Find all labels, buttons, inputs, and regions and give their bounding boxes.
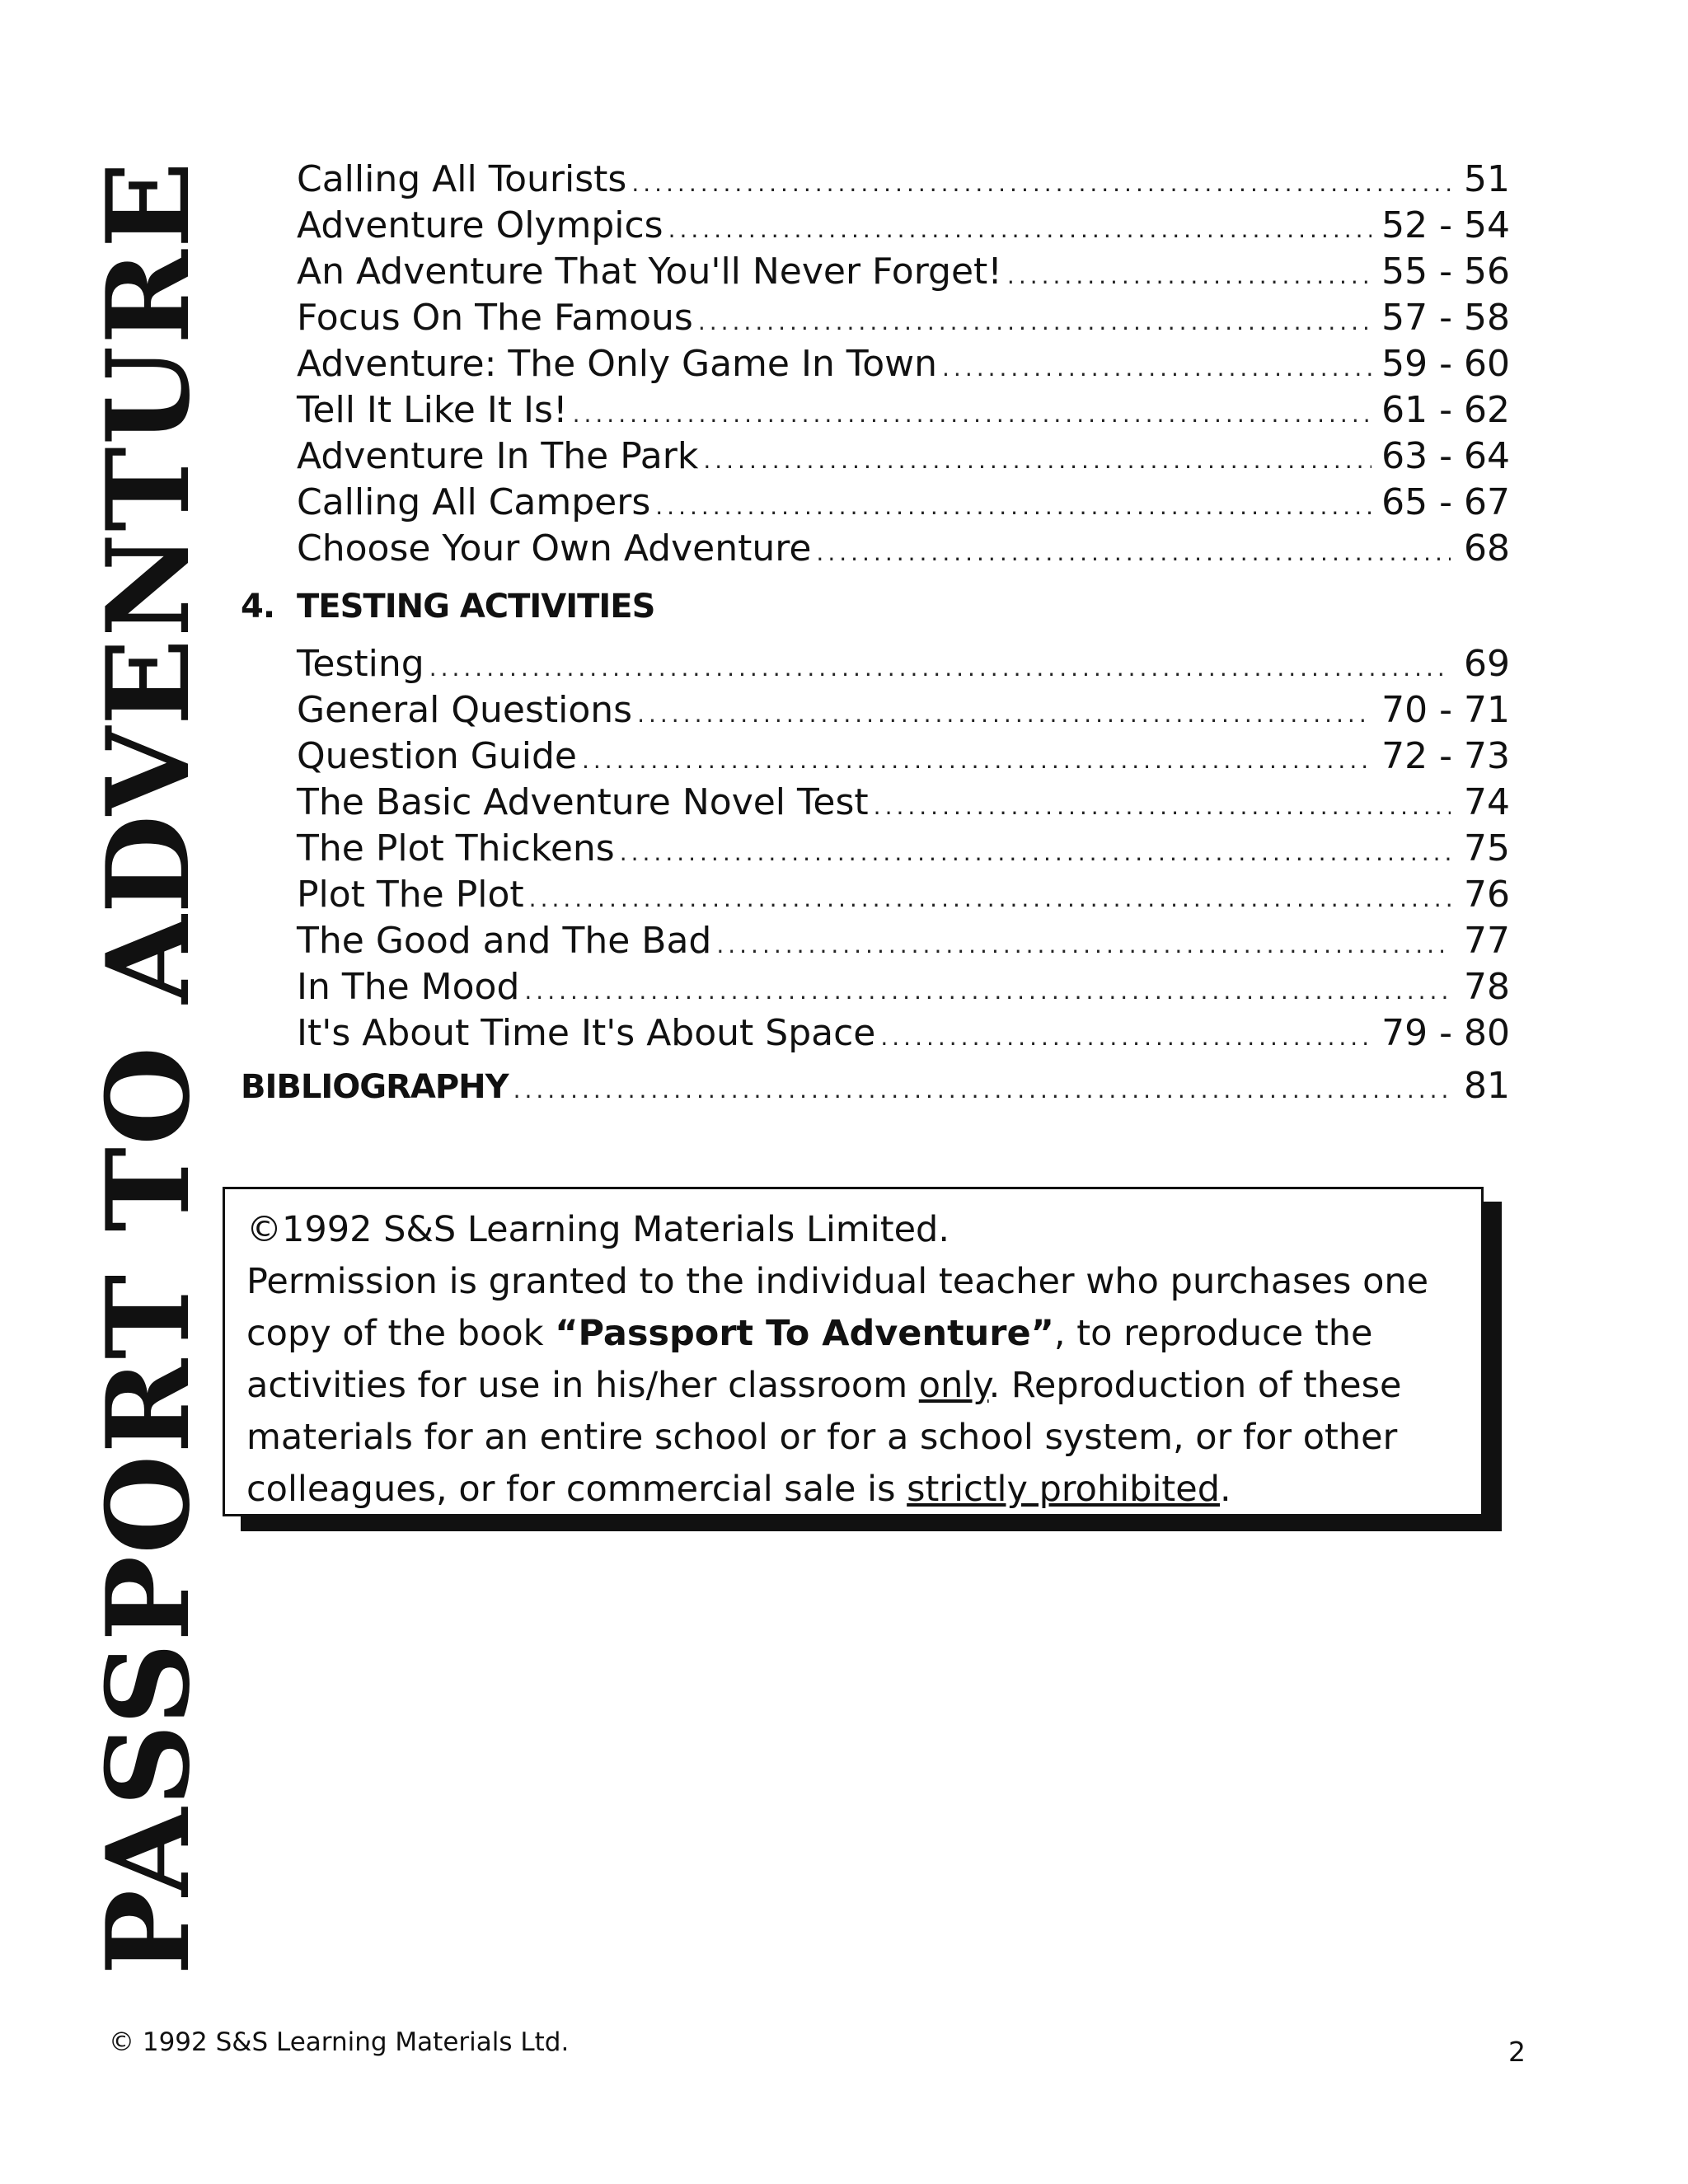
toc-entry-bibliography[interactable] <box>241 1063 1510 1109</box>
toc-entry-title: Adventure Olympics <box>297 204 663 246</box>
dot-leader <box>631 161 1451 207</box>
dot-leader <box>703 438 1372 484</box>
toc-entry[interactable] <box>241 387 1510 434</box>
dot-leader <box>716 922 1451 968</box>
section-number: 4. <box>241 588 275 626</box>
copyright-notice-box <box>223 1187 1484 1516</box>
dot-leader <box>513 1067 1451 1113</box>
dot-leader <box>668 207 1372 253</box>
dot-leader <box>880 1015 1372 1061</box>
dot-leader <box>582 738 1372 784</box>
toc-entry[interactable] <box>241 434 1510 480</box>
toc-entry-title: In The Mood <box>297 966 520 1008</box>
toc-entry[interactable] <box>241 872 1510 918</box>
toc-entry-title: It's About Time It's About Space <box>297 1012 876 1054</box>
section-title: TESTING ACTIVITIES <box>297 588 655 626</box>
toc-entry-title: Choose Your Own Adventure <box>297 527 812 569</box>
toc-entry-pages: 77 <box>1464 920 1510 962</box>
dot-leader <box>874 784 1451 830</box>
toc-entry[interactable] <box>241 203 1510 249</box>
toc-entry-title: Question Guide <box>297 735 577 777</box>
toc-entry-pages: 75 <box>1464 827 1510 869</box>
toc-entry-title: BIBLIOGRAPHY <box>241 1068 509 1106</box>
toc-entry-pages: 72 - 73 <box>1381 735 1510 777</box>
toc-entry-pages: 78 <box>1464 966 1510 1008</box>
toc-entry-title: Focus On The Famous <box>297 297 693 339</box>
toc-list-top <box>241 157 1510 572</box>
dot-leader <box>942 345 1372 391</box>
footer-copyright: © 1992 S&S Learning Materials Ltd. <box>109 2027 570 2057</box>
toc-entry[interactable] <box>241 341 1510 387</box>
toc-entry[interactable] <box>241 526 1510 572</box>
toc-entry-pages: 61 - 62 <box>1381 389 1510 431</box>
toc-entry-title: Tell It Like It Is! <box>297 389 568 431</box>
toc-entry-title: The Good and The Bad <box>297 920 712 962</box>
notice-text-a: Permission is granted to the individual teacher who purchases one copy of the book <box>246 1261 1429 1354</box>
spine-title-text: PASSPORT TO ADVENTURE <box>81 159 215 1975</box>
dot-leader <box>698 299 1372 345</box>
toc-entry-title: Plot The Plot <box>297 874 524 916</box>
notice-text-d: . <box>1220 1469 1231 1510</box>
toc-entry[interactable] <box>241 249 1510 295</box>
toc-entry-title: The Plot Thickens <box>297 827 615 869</box>
notice-strictly-prohibited: strictly prohibited <box>907 1469 1220 1510</box>
toc-entry[interactable] <box>241 157 1510 203</box>
notice-only: only <box>918 1365 989 1406</box>
toc-entry-title: The Basic Adventure Novel Test <box>297 781 869 823</box>
toc-entry[interactable] <box>241 733 1510 780</box>
toc-entry-pages: 74 <box>1464 781 1510 823</box>
toc-entry[interactable] <box>241 295 1510 341</box>
toc-entry-title: Testing <box>297 643 424 685</box>
section-heading <box>241 572 1510 641</box>
dot-leader <box>429 645 1451 691</box>
notice-text-c: . Reproduction of these materials for an entire school or for a school system, or for other colleagues, or for commercial sale is <box>246 1365 1402 1510</box>
toc-entry[interactable] <box>241 918 1510 964</box>
toc-entry[interactable] <box>241 780 1510 826</box>
toc-entry-pages: 79 - 80 <box>1381 1012 1510 1054</box>
toc-entry-title: Calling All Tourists <box>297 158 627 200</box>
dot-leader <box>637 691 1372 738</box>
toc-entry-pages: 55 - 56 <box>1381 251 1510 293</box>
toc-entry-pages: 65 - 67 <box>1381 481 1510 523</box>
dot-leader <box>524 968 1451 1015</box>
notice-copyright-line: ©1992 S&S Learning Materials Limited. <box>246 1209 950 1250</box>
toc-list-testing <box>241 641 1510 1057</box>
toc-entry-title: Calling All Campers <box>297 481 651 523</box>
dot-leader <box>1007 253 1372 299</box>
dot-leader <box>573 391 1372 438</box>
toc-entry[interactable] <box>241 1010 1510 1057</box>
toc-entry[interactable] <box>241 687 1510 733</box>
notice-permission-text <box>246 1256 1461 1516</box>
toc-entry-title: Adventure In The Park <box>297 435 699 477</box>
toc-entry-pages: 52 - 54 <box>1381 204 1510 246</box>
toc-entry[interactable] <box>241 480 1510 526</box>
toc-entry-pages: 76 <box>1464 874 1510 916</box>
spine-title <box>78 159 218 1975</box>
toc-entry-title: Adventure: The Only Game In Town <box>297 343 938 385</box>
toc-entry-pages: 69 <box>1464 643 1510 685</box>
toc-entry-title: An Adventure That You'll Never Forget! <box>297 251 1002 293</box>
toc-entry-title: General Questions <box>297 689 633 731</box>
toc-entry[interactable] <box>241 826 1510 872</box>
toc-entry-pages: 59 - 60 <box>1381 343 1510 385</box>
toc-entry-pages: 51 <box>1464 158 1510 200</box>
dot-leader <box>620 830 1451 876</box>
toc-entry-pages: 63 - 64 <box>1381 435 1510 477</box>
notice-book-title: “Passport To Adventure” <box>555 1313 1054 1354</box>
notice-text-b: , to reproduce the activities for use in his/her classroom <box>246 1313 1373 1406</box>
page-number: 2 <box>1508 2036 1526 2068</box>
toc-entry-pages: 68 <box>1464 527 1510 569</box>
toc-entry-pages: 57 - 58 <box>1381 297 1510 339</box>
toc-entry[interactable] <box>241 964 1510 1010</box>
table-of-contents <box>241 157 1510 1109</box>
dot-leader <box>816 530 1451 576</box>
toc-entry[interactable] <box>241 641 1510 687</box>
toc-entry-pages: 70 - 71 <box>1381 689 1510 731</box>
dot-leader <box>655 484 1372 530</box>
dot-leader <box>529 876 1451 922</box>
toc-entry-pages: 81 <box>1464 1065 1510 1107</box>
